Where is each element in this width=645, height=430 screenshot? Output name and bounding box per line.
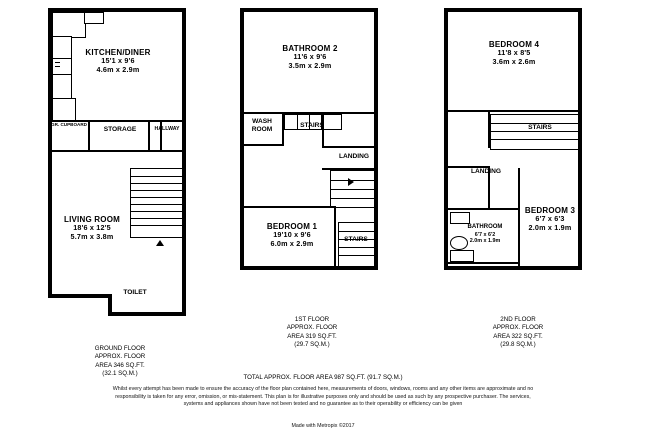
total-area-text: TOTAL APPROX. FLOOR AREA 987 SQ.FT. (91.7 SQ.M.) <box>243 374 403 381</box>
wall <box>148 120 150 150</box>
label-landing-first: LANDING <box>338 153 370 160</box>
room-label-kitchen-diner: KITCHEN/DINER 15'1 x 9'6 4.6m x 2.9m <box>85 48 151 74</box>
room-label-bedroom-3: BEDROOM 3 6'7 x 6'3 2.0m x 1.9m <box>524 206 576 232</box>
wall <box>182 8 186 298</box>
kitchen-unit <box>52 98 76 122</box>
wall <box>444 208 490 210</box>
wall <box>444 266 582 270</box>
wall <box>240 8 244 270</box>
wall <box>48 150 186 152</box>
wall <box>48 294 110 298</box>
label-wash-room: WASH ROOM <box>251 118 273 134</box>
wall <box>88 120 90 150</box>
wall <box>240 144 284 146</box>
bath-fixture <box>450 250 474 262</box>
wall <box>240 206 336 208</box>
wall <box>182 294 186 316</box>
stairs-first-lower <box>338 222 378 268</box>
wall <box>444 110 582 112</box>
kitchen-unit <box>84 12 104 24</box>
made-with-text: Made with Metropix ©2017 <box>291 423 355 429</box>
second-floor-area-note: 2ND FLOOR APPROX. FLOOR AREA 322 SQ.FT. (29.8 SQ.M.) <box>492 316 544 349</box>
label-bathroom-second: BATHROOM 6'7 x 6'2 2.0m x 1.9m <box>467 224 503 245</box>
stairs-second <box>490 114 580 150</box>
label-stairs-first-lower: STAIRS <box>344 236 368 243</box>
wall <box>444 8 582 12</box>
room-label-bathroom-2: BATHROOM 2 11'6 x 9'6 3.5m x 2.9m <box>282 44 338 70</box>
wall <box>240 8 378 12</box>
disclaimer-text: Whilst every attempt has been made to ensure the accuracy of the floor plan contained here, measurements of doors, windows, rooms and any other items are approximate and no responsibility is taken for any error, omission, or mis-statement. This plan is for illustrative purposes only and should be used as such by any prospective purchaser. The services, systems and appliances shown have not been tested and no guarantee as to their operability or efficiency can be given <box>112 386 534 408</box>
label-stairs-second: STAIRS <box>528 124 552 131</box>
label-hallway: HALLWAY <box>154 126 180 132</box>
kitchen-counter <box>52 12 86 38</box>
sink-fixture <box>450 212 470 224</box>
label-storage: STORAGE <box>103 126 137 133</box>
kitchen-unit <box>52 74 72 100</box>
stairs-direction-arrow <box>348 178 354 186</box>
stairs-first-landing <box>330 170 378 208</box>
room-label-living-room: LIVING ROOM 18'6 x 12'5 5.7m x 3.8m <box>64 215 120 241</box>
wall <box>444 262 520 264</box>
label-landing-second: LANDING <box>470 168 502 175</box>
wall <box>444 8 448 270</box>
room-label-bedroom-4: BEDROOM 4 11'8 x 8'5 3.6m x 2.6m <box>488 40 540 66</box>
label-gr-cupboard: GR. CUPBOARD <box>51 122 87 127</box>
stairs-ground <box>130 168 184 238</box>
wall <box>490 208 520 210</box>
label-stairs-first-upper: STAIRS <box>300 122 324 129</box>
label-toilet: TOILET <box>123 289 147 296</box>
wall <box>322 146 378 148</box>
stairs-direction-arrow <box>156 240 164 246</box>
first-floor-area-note: 1ST FLOOR APPROX. FLOOR AREA 319 SQ.FT. (29.7 SQ.M.) <box>286 316 338 349</box>
window <box>70 6 110 7</box>
room-label-bedroom-1: BEDROOM 1 19'10 x 9'6 6.0m x 2.9m <box>266 222 318 248</box>
ground-floor-area-note: GROUND FLOOR APPROX. FLOOR AREA 346 SQ.FT. (32.1 SQ.M.) <box>94 345 146 378</box>
wall <box>108 312 186 316</box>
